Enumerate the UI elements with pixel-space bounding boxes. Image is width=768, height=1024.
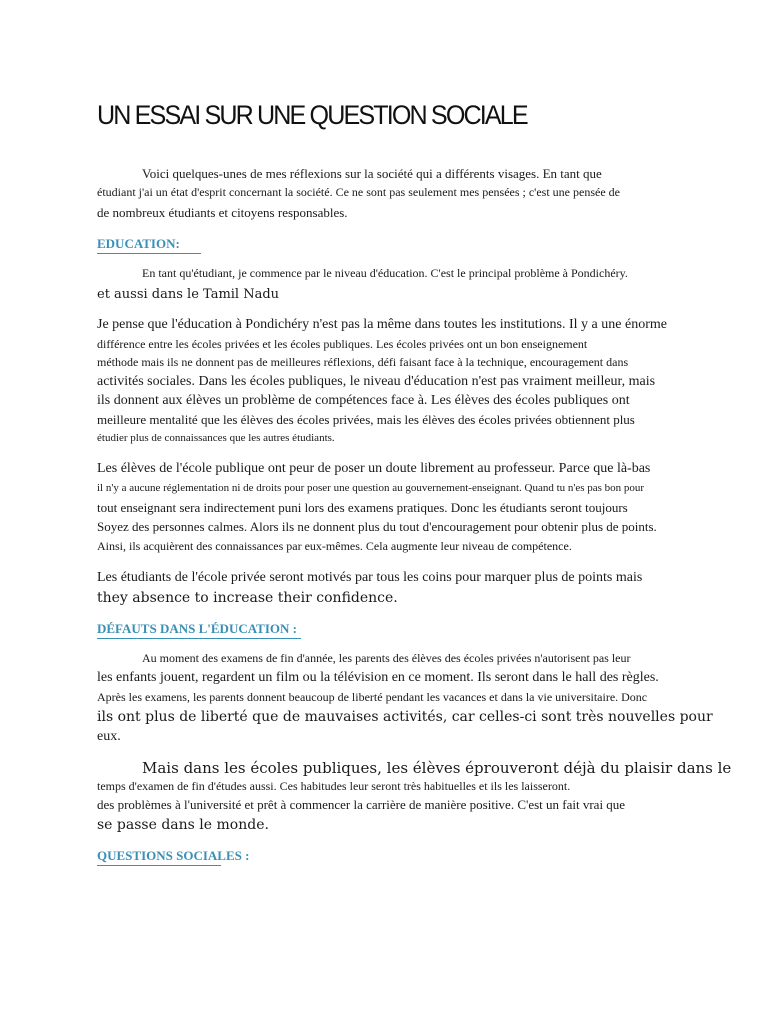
paragraph-line: temps d'examen de fin d'études aussi. Ces habitudes leur seront très habituelles et ils les laisseront.: [97, 779, 571, 793]
paragraph-line: méthode mais ils ne donnent pas de meilleures réflexions, défi faisant face à la technique, encouragement dans: [97, 355, 629, 369]
paragraph-line: les enfants jouent, regardent un film ou la télévision en ce moment. Ils seront dans le hall des règles.: [97, 670, 659, 685]
paragraph-line: Après les examens, les parents donnent beaucoup de liberté pendant les vacances et dans la vie universitaire. Donc: [97, 690, 648, 704]
paragraph-line: En tant qu'étudiant, je commence par le niveau d'éducation. C'est le principal problème à Pondichéry.: [142, 266, 628, 280]
intro-line: de nombreux étudiants et citoyens responsables.: [97, 205, 348, 220]
paragraph-line: Au moment des examens de fin d'année, les parents des élèves des écoles privées n'autorisent pas leur: [142, 651, 631, 665]
paragraph-line: Mais dans les écoles publiques, les élèves éprouveront déjà du plaisir dans le: [142, 759, 732, 777]
section-heading-education: EDUCATION:: [97, 236, 201, 254]
paragraph-line: se passe dans le monde.: [97, 817, 269, 833]
section-heading-defauts: DÉFAUTS DANS L'ÉDUCATION :: [97, 621, 301, 639]
intro-line: Voici quelques-unes de mes réflexions sur la société qui a différents visages. En tant que: [142, 166, 602, 181]
section-heading-questions-sociales: QUESTIONS SOCIALES :: [97, 848, 221, 866]
paragraph-line: they absence to increase their confidence.: [97, 590, 398, 606]
paragraph-line: activités sociales. Dans les écoles publiques, le niveau d'éducation n'est pas vraiment meilleur, mais: [97, 374, 656, 389]
page-title: UN ESSAI SUR UNE QUESTION SOCIALE: [97, 100, 527, 130]
paragraph-line: et aussi dans le Tamil Nadu: [97, 287, 280, 302]
paragraph-line: Ainsi, ils acquièrent des connaissances par eux-mêmes. Cela augmente leur niveau de compétence.: [97, 539, 572, 553]
paragraph-line: meilleure mentalité que les élèves des écoles privées, mais les élèves des écoles privées obtiennent plus: [97, 412, 635, 427]
paragraph-line: il n'y a aucune réglementation ni de droits pour poser une question au gouvernement-enseignant. Quand tu n'es pas bon pour: [97, 482, 645, 494]
paragraph-line: Les étudiants de l'école privée seront motivés par tous les coins pour marquer plus de points mais: [97, 570, 643, 585]
paragraph-line: eux.: [97, 729, 121, 744]
paragraph-line: ils donnent aux élèves un problème de compétences face à. Les élèves des écoles publiques ont: [97, 393, 630, 408]
paragraph-line: Les élèves de l'école publique ont peur de poser un doute librement au professeur. Parce que là-bas: [97, 461, 651, 476]
paragraph-line: Je pense que l'éducation à Pondichéry n'est pas la même dans toutes les institutions. Il y a une énorme: [97, 317, 667, 332]
paragraph-line: différence entre les écoles privées et les écoles publiques. Les écoles privées ont un bon enseignement: [97, 337, 588, 351]
paragraph-line: Soyez des personnes calmes. Alors ils ne donnent plus du tout d'encouragement pour obtenir plus de points.: [97, 519, 657, 534]
paragraph-line: étudier plus de connaissances que les autres étudiants.: [97, 432, 335, 444]
paragraph-line: des problèmes à l'université et prêt à commencer la carrière de manière positive. C'est un fait vrai que: [97, 797, 626, 812]
paragraph-line: ils ont plus de liberté que de mauvaises activités, car celles-ci sont très nouvelles pour: [97, 709, 713, 725]
intro-line: étudiant j'ai un état d'esprit concernant la société. Ce ne sont pas seulement mes pensées ; c'est une pensée de: [97, 185, 620, 199]
paragraph-line: tout enseignant sera indirectement puni lors des examens pratiques. Donc les étudiants seront toujours: [97, 500, 628, 515]
